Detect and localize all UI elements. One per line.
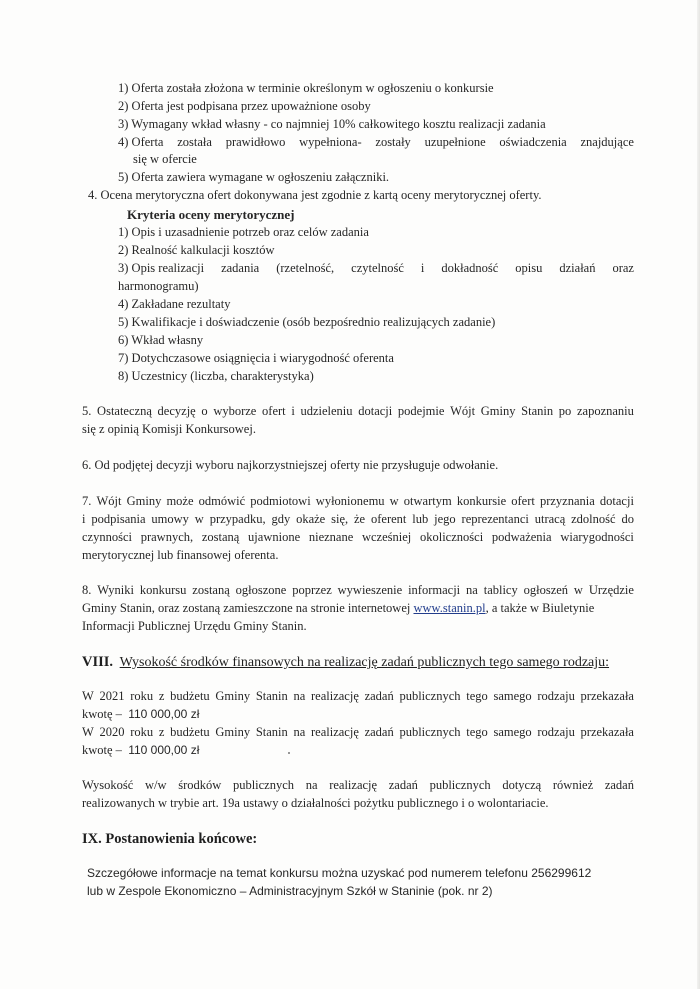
public-funds-paragraph: Wysokość w/w środków publicznych na realizację zadań publicznych dotyczą również zadań <box>82 778 634 792</box>
section-8-heading <box>82 653 609 672</box>
merit-title: Kryteria oceny merytorycznej <box>127 207 295 222</box>
merit-item-7: 7) Dotychczasowe osiągnięcia i wiarygodność oferenta <box>118 351 394 365</box>
paragraph-5: 5. Ostateczną decyzję o wyborze ofert i udzieleniu dotacji podejmie Wójt Gminy Stanin po zapoznaniu <box>82 404 634 418</box>
merit-item-6: 6) Wkład własny <box>118 333 204 347</box>
merit-item-5: 5) Kwalifikacje i doświadczenie (osób bezpośrednio realizujących zadanie) <box>118 315 496 329</box>
public-funds-paragraph-cont: realizowanych w trybie art. 19a ustawy o działalności pożytku publicznego i o wolontariacie. <box>82 796 549 810</box>
criteria-item-5: 5) Oferta zawiera wymagane w ogłoszeniu załączniki. <box>118 170 390 184</box>
paragraph-8-line-2: Gminy Stanin, oraz zostaną zamieszczone na stronie internetowej www.stanin.pl, a także w Biuletynie <box>82 601 595 615</box>
paragraph-7-line-1: 7. Wójt Gminy może odmówić podmiotowi wyłonionemu w otwartym konkursie ofert przyznania dotacji <box>82 494 634 508</box>
paragraph-6: 6. Od podjętej decyzji wyboru najkorzystniejszej oferty nie przysługuje odwołanie. <box>82 458 499 472</box>
final-info-line-1: Szczegółowe informacje na temat konkursu można uzyskać pod numerem telefonu 256299612 <box>87 866 592 880</box>
paragraph-7-line-4: merytorycznej lub finansowej oferenta. <box>82 548 279 562</box>
criteria-item-4-cont: się w ofercie <box>133 152 197 166</box>
section-8-title: Wysokość środków finansowych na realizację zadań publicznych tego samego rodzaju: <box>119 655 610 670</box>
paragraph-7-line-2: i podpisania umowy w przypadku, gdy okaże się, że oferent lub jego reprezentanci utracą zdolność do <box>82 512 634 526</box>
stanin-website-link[interactable]: www.stanin.pl <box>413 601 486 615</box>
funding-2021-line: W 2021 roku z budżetu Gminy Stanin na realizację zadań publicznych tego samego rodzaju przekazała <box>82 689 634 703</box>
paragraph-7-line-3: czynności prawnych, zostaną ujawnione nieznane wcześniej okoliczności podważenia wiarygodności <box>82 530 634 544</box>
paragraph-8-line-3: Informacji Publicznej Urzędu Gminy Stanin. <box>82 619 307 633</box>
merit-item-3: 3) Opis realizacji zadania (rzetelność, czytelność i dokładność opisu działań oraz <box>118 261 634 275</box>
funding-2020-amount: kwotę – 110 000,00 zł <box>82 743 200 757</box>
criteria-item-4: 4) Oferta została prawidłowo wypełniona- zostały uzupełnione oświadczenia znajdujące <box>118 135 634 149</box>
merit-item-3-cont: harmonogramu) <box>118 279 199 293</box>
merit-item-8: 8) Uczestnicy (liczba, charakterystyka) <box>118 369 314 383</box>
criteria-item-3: 3) Wymagany wkład własny - co najmniej 10% całkowitego kosztu realizacji zadania <box>118 117 546 131</box>
point-4: 4. Ocena merytoryczna ofert dokonywana jest zgodnie z kartą oceny merytorycznej oferty. <box>88 188 542 202</box>
merit-item-4: 4) Zakładane rezultaty <box>118 297 231 311</box>
merit-item-1: 1) Opis i uzasadnienie potrzeb oraz celów zadania <box>118 225 369 239</box>
funding-2020-line: W 2020 roku z budżetu Gminy Stanin na realizację zadań publicznych tego samego rodzaju przekazała <box>82 725 634 739</box>
section-9-number: IX. <box>82 831 102 847</box>
merit-item-2: 2) Realność kalkulacji kosztów <box>118 243 275 257</box>
section-8-number: VIII. <box>82 654 114 670</box>
section-9-heading <box>82 830 257 848</box>
paragraph-5-cont: się z opinią Komisji Konkursowej. <box>82 422 256 436</box>
scan-speck <box>288 752 290 754</box>
criteria-item-1: 1) Oferta została złożona w terminie określonym w ogłoszeniu o konkursie <box>118 81 494 95</box>
final-info-line-2: lub w Zespole Ekonomiczno – Administracyjnym Szkół w Staninie (pok. nr 2) <box>87 884 493 898</box>
funding-2021-amount: kwotę – 110 000,00 zł <box>82 707 200 721</box>
paragraph-8-line-1: 8. Wyniki konkursu zostaną ogłoszone poprzez wywieszenie informacji na tablicy ogłoszeń w Urzędzie <box>82 583 634 597</box>
section-9-title: Postanowienia końcowe: <box>105 831 258 847</box>
criteria-item-2: 2) Oferta jest podpisana przez upoważnione osoby <box>118 99 371 113</box>
